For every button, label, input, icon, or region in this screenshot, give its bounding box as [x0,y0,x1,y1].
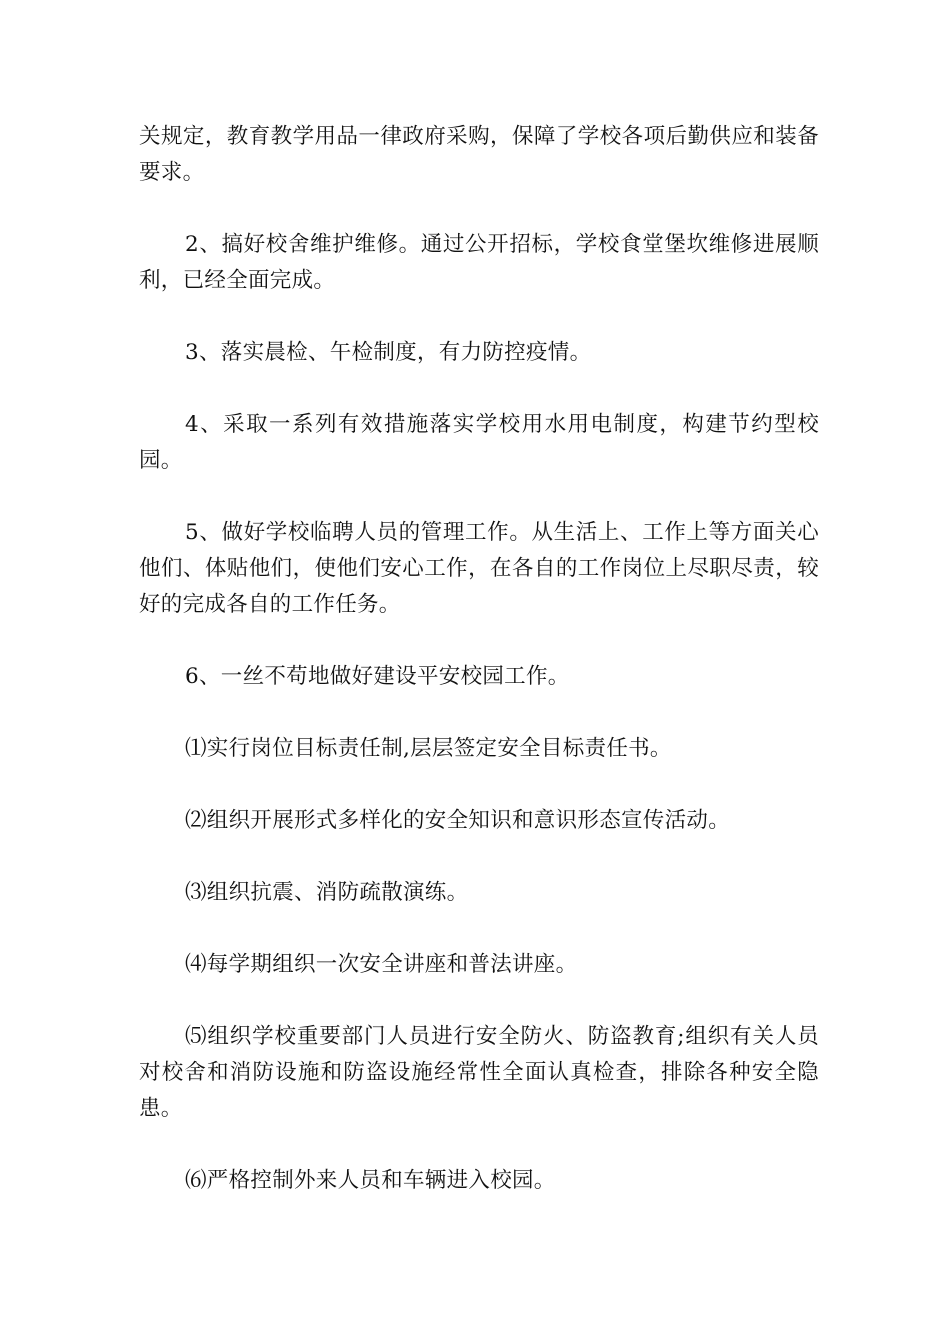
document-body [139,119,819,1199]
paragraph-item-6: 6、一丝不苟地做好建设平安校园工作。 [185,664,570,689]
subitem-4: ⑷每学期组织一次安全讲座和普法讲座。 [185,952,578,977]
paragraph-item-2: 2、搞好校舍维护维修。通过公开招标，学校食堂堡坎维修进展顺利，已经全面完成。 [139,232,819,293]
subitem-6: ⑹严格控制外来人员和车辆进入校园。 [185,1168,556,1193]
paragraph-continuation: 关规定，教育教学用品一律政府采购，保障了学校各项后勤供应和装备要求。 [139,124,819,185]
subitem-5: ⑸组织学校重要部门人员进行安全防火、防盗教育;组织有关人员对校舍和消防设施和防盗设施经常性全面认真检查，排除各种安全隐患。 [139,1024,819,1121]
paragraph-item-4: 4、采取一系列有效措施落实学校用水用电制度，构建节约型校园。 [139,412,819,473]
subitem-3: ⑶组织抗震、消防疏散演练。 [185,880,469,905]
paragraph-item-5: 5、做好学校临聘人员的管理工作。从生活上、工作上等方面关心他们、体贴他们，使他们安心工作，在各自的工作岗位上尽职尽责，较好的完成各自的工作任务。 [139,520,819,617]
paragraph-item-3: 3、落实晨检、午检制度，有力防控疫情。 [185,340,592,365]
subitem-1: ⑴实行岗位目标责任制,层层签定安全目标责任书。 [185,736,672,761]
subitem-2: ⑵组织开展形式多样化的安全知识和意识形态宣传活动。 [185,808,731,833]
